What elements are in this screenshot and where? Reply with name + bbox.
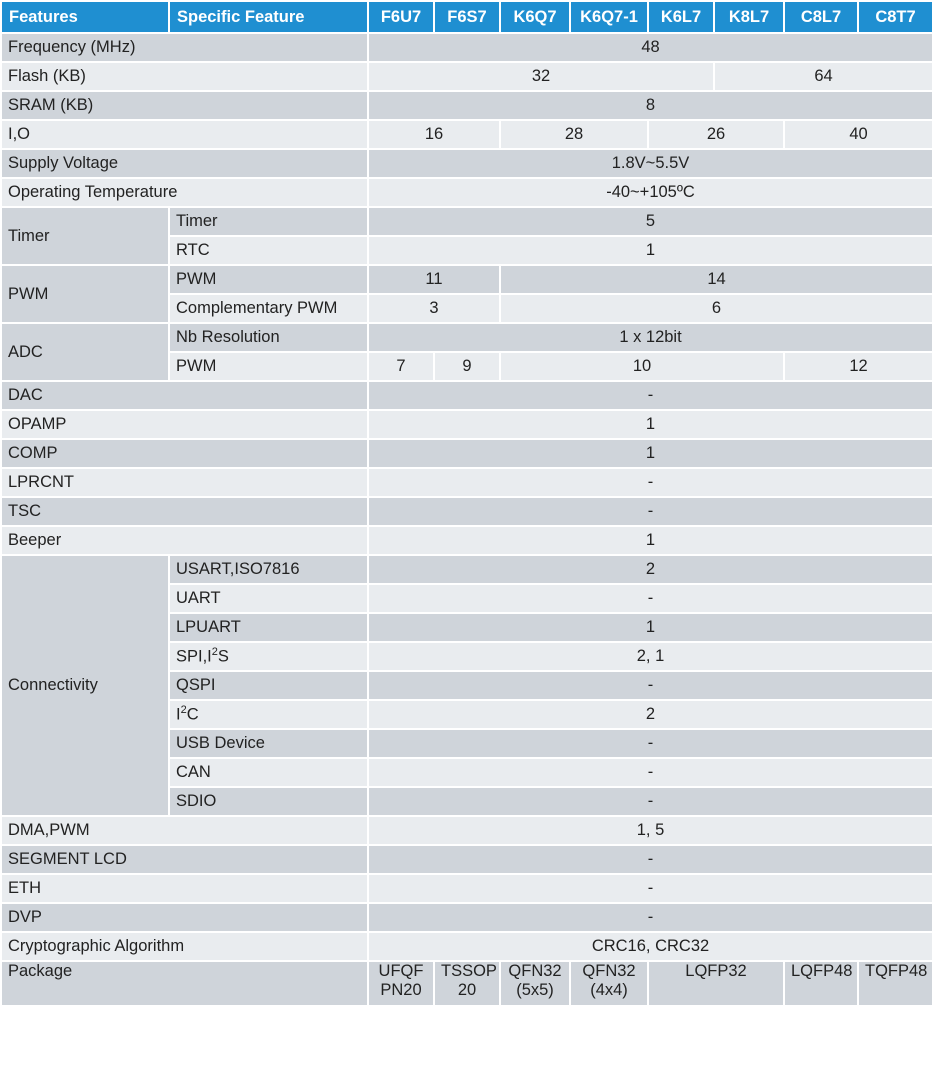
value-usb-device: - <box>368 729 933 758</box>
value-dac: - <box>368 381 933 410</box>
header-c8l7: C8L7 <box>784 1 858 33</box>
row-label-io: I,O <box>1 120 368 149</box>
row-label-lprcnt: LPRCNT <box>1 468 368 497</box>
value-opamp: 1 <box>368 410 933 439</box>
table-row <box>1 178 933 207</box>
group-label-timer: Timer <box>1 207 169 265</box>
sub-label-pwm: PWM <box>169 265 368 294</box>
value-adc-pwm-10: 10 <box>500 352 784 381</box>
value-crypto: CRC16, CRC32 <box>368 932 933 961</box>
value-operating-temperature: -40~+105ºC <box>368 178 933 207</box>
sub-label-spi-i2s-sup: 2 <box>211 646 218 659</box>
package-k6q7-1 <box>570 961 648 1006</box>
value-adc-pwm-9: 9 <box>434 352 500 381</box>
row-label-flash: Flash (KB) <box>1 62 368 91</box>
value-spi-i2s: 2, 1 <box>368 642 933 671</box>
value-sdio: - <box>368 787 933 816</box>
sub-label-i2c-tail: C <box>186 705 199 724</box>
package-f6s7-line2: 20 <box>457 981 477 999</box>
sub-label-rtc: RTC <box>169 236 368 265</box>
row-label-supply-voltage: Supply Voltage <box>1 149 368 178</box>
value-comp: 1 <box>368 439 933 468</box>
value-nb-resolution: 1 x 12bit <box>368 323 933 352</box>
value-pwm-14: 14 <box>500 265 933 294</box>
value-frequency: 48 <box>368 33 933 62</box>
value-eth: - <box>368 874 933 903</box>
sub-label-i2c-text: I <box>176 705 181 724</box>
value-lpuart: 1 <box>368 613 933 642</box>
value-dvp: - <box>368 903 933 932</box>
table-row <box>1 932 933 961</box>
value-uart: - <box>368 584 933 613</box>
sub-label-spi-i2s-tail: S <box>217 647 229 666</box>
table-row <box>1 526 933 555</box>
sub-label-nb-resolution: Nb Resolution <box>169 323 368 352</box>
table-row <box>1 468 933 497</box>
table-row <box>1 555 933 584</box>
table-row <box>1 323 933 352</box>
header-f6u7: F6U7 <box>368 1 434 33</box>
value-timer: 5 <box>368 207 933 236</box>
sub-label-lpuart: LPUART <box>169 613 368 642</box>
table-row <box>1 439 933 468</box>
row-label-comp: COMP <box>1 439 368 468</box>
value-can: - <box>368 758 933 787</box>
header-row <box>1 1 933 33</box>
row-label-beeper: Beeper <box>1 526 368 555</box>
package-k6q7-line2: (5x5) <box>516 981 554 999</box>
row-label-frequency: Frequency (MHz) <box>1 33 368 62</box>
package-tqfp48: TQFP48 <box>858 961 933 1006</box>
table-row <box>1 816 933 845</box>
row-label-dma: DMA,PWM <box>1 816 368 845</box>
package-lqfp32: LQFP32 <box>648 961 784 1006</box>
header-k6l7: K6L7 <box>648 1 714 33</box>
value-complementary-pwm-6: 6 <box>500 294 933 323</box>
value-tsc: - <box>368 497 933 526</box>
group-label-connectivity: Connectivity <box>1 555 169 816</box>
value-lprcnt: - <box>368 468 933 497</box>
value-pwm-11: 11 <box>368 265 500 294</box>
value-io-40: 40 <box>784 120 933 149</box>
value-adc-pwm-12: 12 <box>784 352 933 381</box>
value-usart: 2 <box>368 555 933 584</box>
sub-label-adc-pwm: PWM <box>169 352 368 381</box>
table-row <box>1 149 933 178</box>
group-label-adc: ADC <box>1 323 169 381</box>
table-row <box>1 33 933 62</box>
table-row <box>1 903 933 932</box>
row-label-sram: SRAM (KB) <box>1 91 368 120</box>
package-k6q7-1-line1: QFN32 <box>582 962 636 980</box>
header-specific-feature: Specific Feature <box>169 1 368 33</box>
header-c8t7: C8T7 <box>858 1 933 33</box>
row-label-dac: DAC <box>1 381 368 410</box>
row-label-package: Package <box>1 961 368 1006</box>
sub-label-can: CAN <box>169 758 368 787</box>
table-row <box>1 207 933 236</box>
group-label-pwm: PWM <box>1 265 169 323</box>
value-rtc: 1 <box>368 236 933 265</box>
table-row <box>1 410 933 439</box>
row-label-eth: ETH <box>1 874 368 903</box>
package-k6q7-line1: QFN32 <box>508 962 562 980</box>
value-sram: 8 <box>368 91 933 120</box>
header-features: Features <box>1 1 169 33</box>
package-k6q7-1-line2: (4x4) <box>590 981 628 999</box>
table-row <box>1 497 933 526</box>
value-supply-voltage: 1.8V~5.5V <box>368 149 933 178</box>
header-k6q7-1: K6Q7-1 <box>570 1 648 33</box>
sub-label-usart: USART,ISO7816 <box>169 555 368 584</box>
package-f6s7-line1: TSSOP <box>441 962 497 980</box>
package-f6u7-line2: PN20 <box>380 981 422 999</box>
sub-label-uart: UART <box>169 584 368 613</box>
row-label-operating-temperature: Operating Temperature <box>1 178 368 207</box>
table-row <box>1 265 933 294</box>
sub-label-sdio: SDIO <box>169 787 368 816</box>
package-f6u7-line1: UFQF <box>378 962 424 980</box>
sub-label-timer: Timer <box>169 207 368 236</box>
table-row <box>1 381 933 410</box>
row-label-tsc: TSC <box>1 497 368 526</box>
value-complementary-pwm-3: 3 <box>368 294 500 323</box>
value-io-16: 16 <box>368 120 500 149</box>
value-io-26: 26 <box>648 120 784 149</box>
table-row <box>1 961 933 1006</box>
package-f6s7 <box>434 961 500 1006</box>
package-k6q7 <box>500 961 570 1006</box>
value-flash-32: 32 <box>368 62 714 91</box>
value-beeper: 1 <box>368 526 933 555</box>
sub-label-spi-i2s <box>169 642 368 671</box>
sub-label-i2c-sup: 2 <box>180 704 187 717</box>
table-row <box>1 874 933 903</box>
value-flash-64: 64 <box>714 62 933 91</box>
package-lqfp48: LQFP48 <box>784 961 858 1006</box>
sub-label-qspi: QSPI <box>169 671 368 700</box>
row-label-segment-lcd: SEGMENT LCD <box>1 845 368 874</box>
table-row <box>1 845 933 874</box>
value-qspi: - <box>368 671 933 700</box>
sub-label-usb-device: USB Device <box>169 729 368 758</box>
value-i2c: 2 <box>368 700 933 729</box>
value-dma: 1, 5 <box>368 816 933 845</box>
table-row <box>1 120 933 149</box>
value-io-28: 28 <box>500 120 648 149</box>
table-row <box>1 91 933 120</box>
row-label-opamp: OPAMP <box>1 410 368 439</box>
sub-label-complementary-pwm: Complementary PWM <box>169 294 368 323</box>
header-k6q7: K6Q7 <box>500 1 570 33</box>
header-k8l7: K8L7 <box>714 1 784 33</box>
package-f6u7 <box>368 961 434 1006</box>
header-f6s7: F6S7 <box>434 1 500 33</box>
row-label-dvp: DVP <box>1 903 368 932</box>
sub-label-spi-i2s-text: SPI,I <box>176 647 212 666</box>
value-segment-lcd: - <box>368 845 933 874</box>
value-adc-pwm-7: 7 <box>368 352 434 381</box>
sub-label-i2c <box>169 700 368 729</box>
table-row <box>1 62 933 91</box>
row-label-crypto: Cryptographic Algorithm <box>1 932 368 961</box>
